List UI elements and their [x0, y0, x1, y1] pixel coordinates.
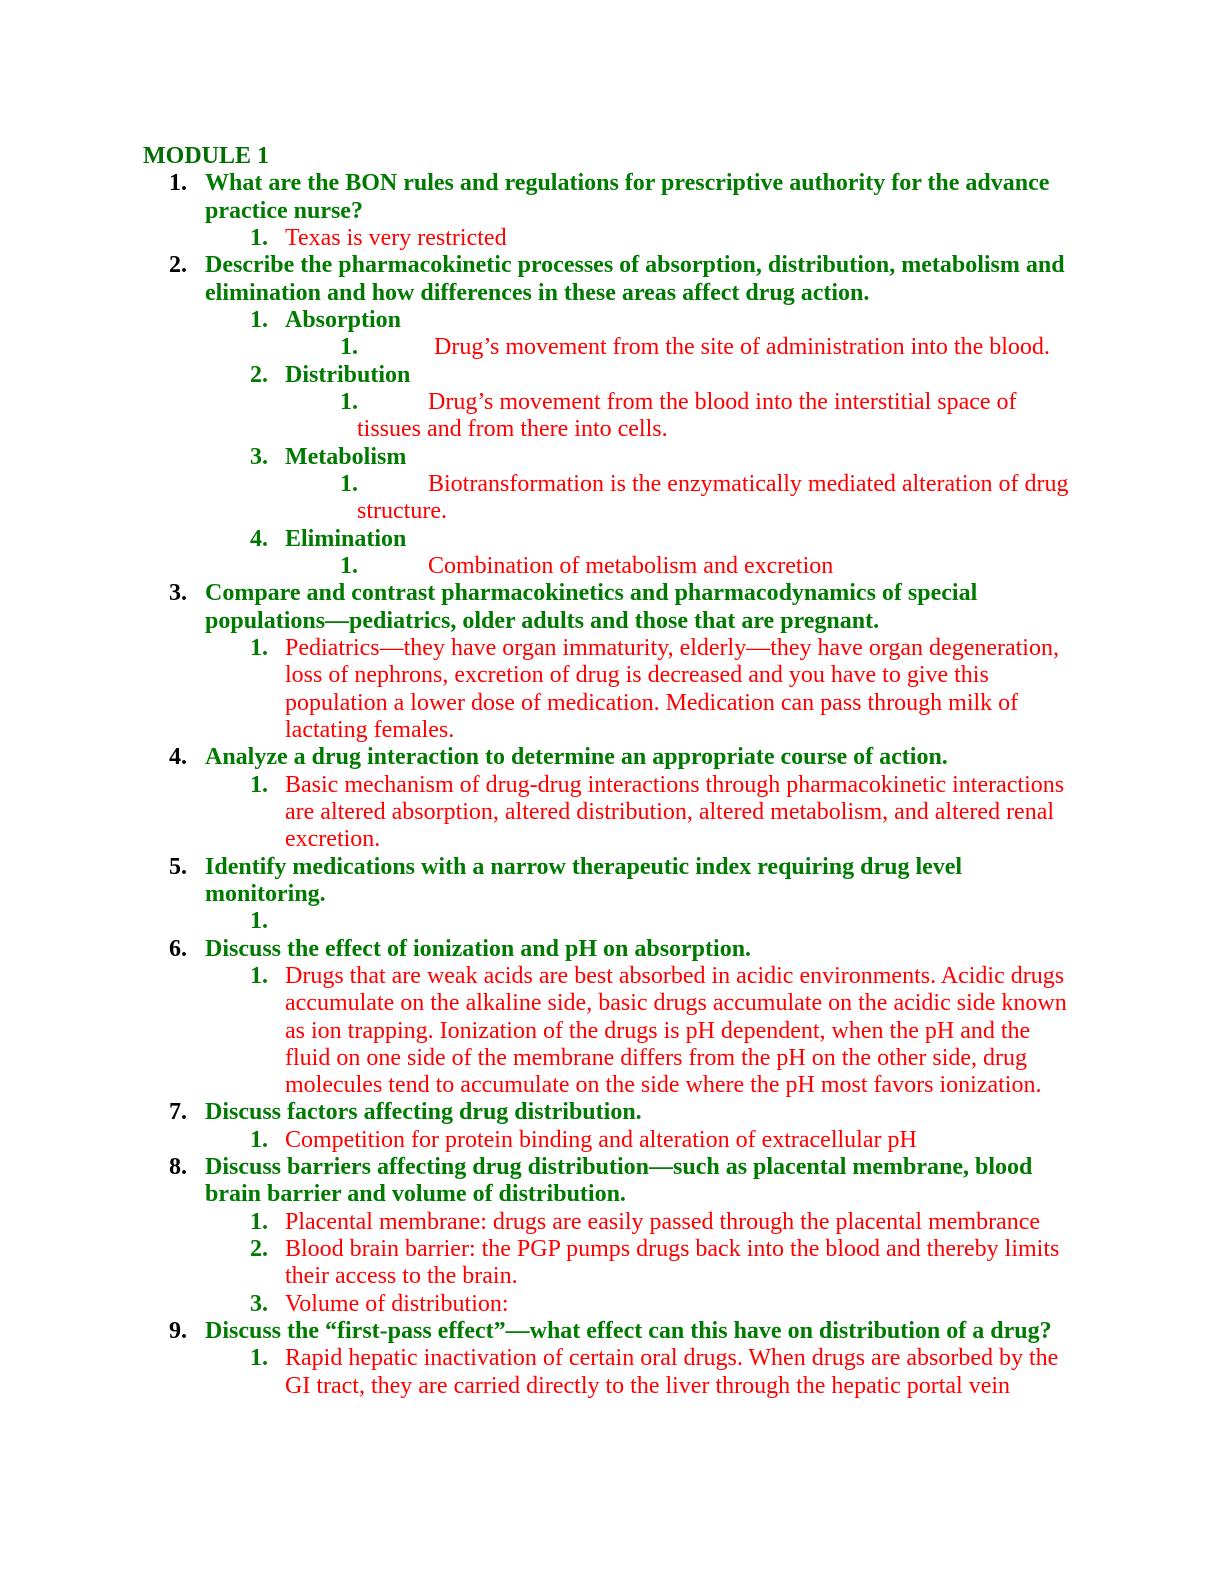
answer-item-text: Pediatrics—they have organ immaturity, elderly—they have organ degeneration, [285, 634, 1059, 661]
detail-item-text: Drug’s movement from the blood into the interstitial space of [428, 388, 1017, 415]
answer-item-line [0, 662, 1224, 689]
question-item-text: Discuss factors affecting drug distribution. [205, 1099, 642, 1126]
answer-item-line [0, 1236, 1224, 1263]
answer-item-line [0, 1072, 1224, 1099]
answer-item-line [0, 1018, 1224, 1045]
answer-item-line [0, 225, 1224, 252]
question-item-line [0, 198, 1224, 225]
list-number: 9. [169, 1318, 187, 1345]
question-item-line [0, 1099, 1224, 1126]
question-item-text: Discuss barriers affecting drug distribution—such as placental membrane, blood [205, 1154, 1033, 1181]
question-item-line [0, 1154, 1224, 1181]
list-number: 6. [169, 935, 187, 962]
answer-item-line [0, 963, 1224, 990]
list-number: 1. [340, 552, 358, 579]
module-title: MODULE 1 [143, 143, 269, 169]
detail-item-line [0, 389, 1224, 416]
answer-item-text: Drugs that are weak acids are best absorbed in acidic environments. Acidic drugs [285, 962, 1065, 989]
subheading-item-text: Absorption [285, 306, 402, 333]
answer-item-text: as ion trapping. Ionization of the drugs is pH dependent, when the pH and the [285, 1017, 1031, 1044]
list-number: 3. [169, 580, 187, 607]
list-number: 1. [250, 1208, 268, 1235]
answer-item-text: loss of nephrons, excretion of drug is decreased and you have to give this [285, 662, 989, 689]
detail-item-text: Biotransformation is the enzymatically mediated alteration of drug [428, 470, 1069, 497]
detail-item-line [0, 553, 1224, 580]
answer-item-text: excretion. [285, 826, 381, 853]
question-item-line [0, 280, 1224, 307]
answer-item-text: molecules tend to accumulate on the side where the pH most favors ionization. [285, 1072, 1042, 1099]
answer-item-line [0, 1209, 1224, 1236]
detail-item-line [0, 416, 1224, 443]
answer-item-line [0, 908, 1224, 935]
list-number: 1. [250, 771, 268, 798]
question-item-text: populations—pediatrics, older adults and those that are pregnant. [205, 607, 880, 634]
answer-item-line [0, 826, 1224, 853]
list-number: 8. [169, 1154, 187, 1181]
answer-item-text: Texas is very restricted [285, 224, 507, 251]
answer-item-line [0, 990, 1224, 1017]
question-item-line [0, 1318, 1224, 1345]
list-number: 1. [250, 1126, 268, 1153]
list-number: 1. [169, 170, 187, 197]
answer-item-line [0, 635, 1224, 662]
question-item-text: Discuss the effect of ionization and pH on absorption. [205, 935, 752, 962]
subheading-item-text: Metabolism [285, 443, 407, 470]
question-item-line [0, 580, 1224, 607]
question-item-text: Compare and contrast pharmacokinetics and pharmacodynamics of special [205, 580, 978, 607]
list-number: 3. [250, 1290, 268, 1317]
answer-item-text: fluid on one side of the membrane differs from the pH on the other side, drug [285, 1044, 1028, 1071]
answer-item-line [0, 717, 1224, 744]
detail-item-line [0, 334, 1224, 361]
question-item-line [0, 1181, 1224, 1208]
subheading-item-line [0, 362, 1224, 389]
list-number: 1. [250, 634, 268, 661]
list-number: 2. [250, 1236, 268, 1263]
detail-item-text: structure. [357, 498, 447, 525]
subheading-item-text: Elimination [285, 525, 407, 552]
question-item-text: Discuss the “first-pass effect”—what effect can this have on distribution of a drug? [205, 1318, 1052, 1345]
detail-item-line [0, 498, 1224, 525]
answer-item-text: Basic mechanism of drug-drug interactions through pharmacokinetic interactions [285, 771, 1065, 798]
answer-item-text: GI tract, they are carried directly to the liver through the hepatic portal vein [285, 1372, 1011, 1399]
answer-item-text: their access to the brain. [285, 1263, 518, 1290]
answer-item-line [0, 1045, 1224, 1072]
question-item-text: Describe the pharmacokinetic processes of absorption, distribution, metabolism and [205, 252, 1065, 279]
list-number: 2. [250, 361, 268, 388]
list-number: 1. [250, 962, 268, 989]
detail-item-text: Drug’s movement from the site of administration into the blood. [434, 334, 1050, 361]
question-item-text: What are the BON rules and regulations for prescriptive authority for the advance [205, 170, 1050, 197]
answer-item-text: are altered absorption, altered distribution, altered metabolism, and altered renal [285, 798, 1055, 825]
answer-item-text: population a lower dose of medication. Medication can pass through milk of [285, 689, 1019, 716]
answer-item-line [0, 1291, 1224, 1318]
answer-item-text: Placental membrane: drugs are easily passed through the placental membrance [285, 1208, 1041, 1235]
subheading-item-line [0, 526, 1224, 553]
answer-item-line [0, 1127, 1224, 1154]
answer-item-text: Competition for protein binding and alteration of extracellular pH [285, 1126, 917, 1153]
question-item-text: Analyze a drug interaction to determine an appropriate course of action. [205, 744, 948, 771]
question-item-line [0, 854, 1224, 881]
answer-item-text: Blood brain barrier: the PGP pumps drugs back into the blood and thereby limits [285, 1236, 1060, 1263]
answer-item-text: Rapid hepatic inactivation of certain oral drugs. When drugs are absorbed by the [285, 1345, 1059, 1372]
question-item-text: practice nurse? [205, 197, 363, 224]
subheading-item-text: Distribution [285, 361, 411, 388]
list-number: 4. [169, 744, 187, 771]
answer-item-line [0, 690, 1224, 717]
question-item-line [0, 744, 1224, 771]
list-number: 1. [340, 470, 358, 497]
detail-item-text: Combination of metabolism and excretion [428, 552, 834, 579]
list-number: 4. [250, 525, 268, 552]
list-number: 3. [250, 443, 268, 470]
list-number: 1. [250, 908, 268, 935]
question-item-line [0, 881, 1224, 908]
list-number: 7. [169, 1099, 187, 1126]
question-item-text: elimination and how differences in these areas affect drug action. [205, 279, 870, 306]
question-item-line [0, 936, 1224, 963]
list-number: 1. [250, 224, 268, 251]
list-number: 1. [340, 388, 358, 415]
answer-item-text: accumulate on the alkaline side, basic drugs accumulate on the acidic side known [285, 990, 1067, 1017]
question-item-line [0, 252, 1224, 279]
detail-item-line [0, 471, 1224, 498]
question-item-text: monitoring. [205, 880, 326, 907]
subheading-item-line [0, 444, 1224, 471]
question-item-text: brain barrier and volume of distribution. [205, 1181, 626, 1208]
answer-item-line [0, 1373, 1224, 1400]
answer-item-line [0, 799, 1224, 826]
answer-item-line [0, 772, 1224, 799]
subheading-item-line [0, 307, 1224, 334]
question-item-line [0, 608, 1224, 635]
answer-item-line [0, 1263, 1224, 1290]
detail-item-text: tissues and from there into cells. [357, 416, 668, 443]
list-number: 1. [250, 1345, 268, 1372]
list-number: 2. [169, 252, 187, 279]
list-number: 1. [340, 334, 358, 361]
question-item-line [0, 170, 1224, 197]
answer-item-line [0, 1345, 1224, 1372]
list-number: 5. [169, 853, 187, 880]
list-number: 1. [250, 306, 268, 333]
question-item-text: Identify medications with a narrow therapeutic index requiring drug level [205, 853, 963, 880]
document-body [0, 143, 1224, 1400]
answer-item-text: lactating females. [285, 716, 455, 743]
answer-item-text: Volume of distribution: [285, 1290, 509, 1317]
